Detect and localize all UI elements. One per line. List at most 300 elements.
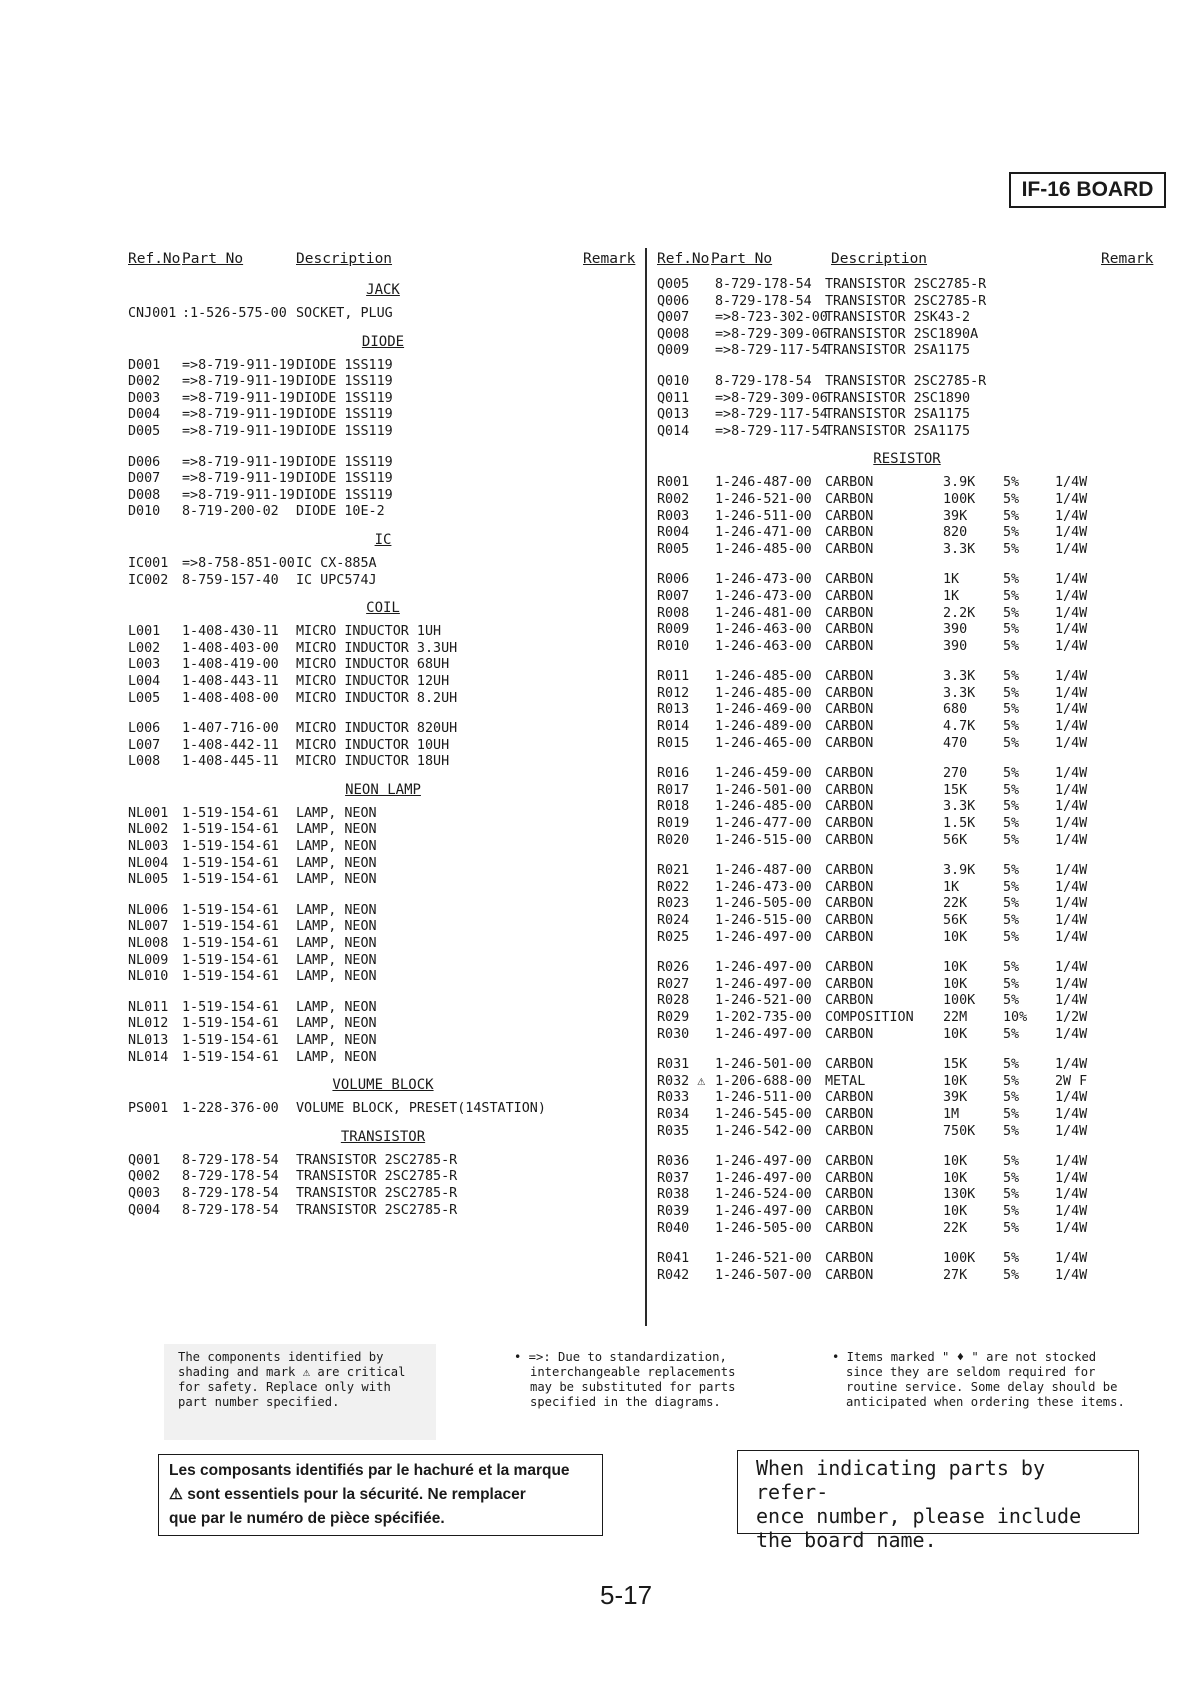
cell-rating: 1/4W — [1055, 605, 1088, 621]
cell-description: DIODE 1SS119 — [296, 423, 393, 439]
cell-ref-no: R012 — [657, 685, 690, 701]
part-row — [128, 754, 638, 771]
cell-part-no: 1-246-471-00 — [715, 525, 812, 541]
part-row — [657, 1124, 1157, 1141]
cell-part-no: 8-729-178-54 — [715, 293, 812, 309]
cell-description: LAMP, NEON — [296, 952, 377, 968]
part-row — [657, 702, 1157, 719]
board-name-note — [737, 1450, 1139, 1552]
cell-description: LAMP, NEON — [296, 1016, 377, 1032]
cell-description: CARBON — [825, 719, 874, 735]
cell-tolerance: 5% — [1003, 1026, 1020, 1042]
cell-ref-no: D010 — [128, 504, 161, 520]
cell-part-no: 1-246-487-00 — [715, 863, 812, 879]
cell-ref-no: R011 — [657, 669, 690, 685]
cell-description: TRANSISTOR 2SC2785-R — [296, 1169, 458, 1185]
cell-rating: 1/4W — [1055, 1187, 1088, 1203]
cell-description: TRANSISTOR 2SC1890A — [825, 326, 979, 342]
part-row — [657, 816, 1157, 833]
cell-tolerance: 5% — [1003, 782, 1020, 798]
cell-description: TRANSISTOR 2SC1890 — [825, 390, 971, 406]
header-ref-no: Ref.No — [657, 251, 710, 267]
cell-rating: 1/2W — [1055, 1009, 1088, 1025]
cell-value: 680 — [943, 702, 968, 718]
cell-description: TRANSISTOR 2SC2785-R — [825, 373, 987, 389]
part-row — [128, 806, 638, 823]
part-row — [128, 306, 638, 323]
cell-rating: 1/4W — [1055, 1220, 1088, 1236]
part-row — [128, 358, 638, 375]
part-row — [657, 766, 1157, 783]
cell-part-no: 1-246-521-00 — [715, 1251, 812, 1267]
cell-tolerance: 5% — [1003, 1251, 1020, 1267]
cell-description: CARBON — [825, 1057, 874, 1073]
cell-part-no: 1-408-443-11 — [182, 673, 279, 689]
cell-part-no: 1-246-465-00 — [715, 735, 812, 751]
cell-part-no: 8-729-178-54 — [715, 277, 812, 292]
cell-rating: 1/4W — [1055, 863, 1088, 879]
cell-ref-no: R020 — [657, 832, 690, 848]
cell-value: 22K — [943, 896, 968, 912]
cell-description: DIODE 1SS119 — [296, 374, 393, 390]
cell-ref-no: L003 — [128, 657, 161, 673]
cell-ref-no: NL008 — [128, 936, 169, 952]
cell-description: CARBON — [825, 929, 874, 945]
cell-description: CARBON — [825, 1187, 874, 1203]
cell-ref-no: R001 — [657, 475, 690, 491]
cell-description: CARBON — [825, 669, 874, 685]
cell-value: 1M — [943, 1106, 960, 1122]
part-row — [657, 606, 1157, 623]
cell-rating: 1/4W — [1055, 1154, 1088, 1170]
cell-value: 22M — [943, 1009, 968, 1025]
cell-rating: 1/4W — [1055, 816, 1088, 832]
note-line: part number specified. — [178, 1395, 340, 1409]
cell-part-no: 1-246-515-00 — [715, 913, 812, 928]
cell-description: TRANSISTOR 2SA1175 — [825, 423, 971, 439]
section-title: JACK — [366, 282, 400, 298]
cell-tolerance: 5% — [1003, 1203, 1020, 1219]
part-row — [128, 721, 638, 738]
cell-tolerance: 5% — [1003, 1267, 1020, 1283]
not-stocked-note — [832, 1350, 1142, 1410]
cell-rating: 1/4W — [1055, 799, 1088, 815]
part-row — [657, 343, 1157, 360]
cell-ref-no: R042 — [657, 1267, 690, 1283]
cell-part-no: =>8-719-911-19 — [182, 390, 295, 406]
cell-tolerance: 5% — [1003, 1154, 1020, 1170]
cell-rating: 1/4W — [1055, 1106, 1088, 1122]
cell-rating: 1/4W — [1055, 960, 1088, 976]
cell-value: 1.5K — [943, 816, 976, 832]
cell-tolerance: 5% — [1003, 896, 1020, 912]
part-row — [657, 863, 1157, 880]
cell-value: 15K — [943, 782, 968, 798]
header-description: Description — [831, 251, 928, 267]
cell-description: CARBON — [825, 1203, 874, 1219]
cell-description: CARBON — [825, 475, 874, 491]
part-row — [657, 622, 1157, 639]
cell-value: 39K — [943, 508, 968, 524]
column-divider — [645, 248, 647, 1326]
cell-value: 3.3K — [943, 685, 976, 701]
cell-ref-no: NL003 — [128, 839, 169, 855]
part-row — [128, 936, 638, 953]
cell-ref-no: R003 — [657, 508, 690, 524]
part-row — [657, 1027, 1157, 1044]
cell-description: CARBON — [825, 1154, 874, 1170]
cell-ref-no: R034 — [657, 1106, 690, 1122]
part-row — [657, 833, 1157, 850]
header-ref-no: Ref.No — [128, 251, 181, 267]
cell-description: MICRO INDUCTOR 12UH — [296, 673, 450, 689]
cell-ref-no: NL012 — [128, 1016, 169, 1032]
note-line: the board name. — [756, 1528, 937, 1552]
cell-rating: 1/4W — [1055, 1057, 1088, 1073]
cell-part-no: 1-519-154-61 — [182, 1049, 279, 1065]
cell-description: LAMP, NEON — [296, 919, 377, 935]
cell-description: CARBON — [825, 1220, 874, 1236]
cell-tolerance: 5% — [1003, 541, 1020, 557]
part-row — [657, 492, 1157, 509]
note-line: Les composants identifiés par le hachuré et la marque — [169, 1462, 570, 1479]
cell-part-no: =>8-758-851-00 — [182, 555, 295, 571]
cell-rating: 1/4W — [1055, 525, 1088, 541]
cell-part-no: =>8-729-117-54 — [715, 343, 828, 359]
cell-description: DIODE 1SS119 — [296, 487, 393, 503]
part-row — [128, 1203, 638, 1220]
section-title: COIL — [366, 600, 400, 617]
cell-ref-no: R017 — [657, 782, 690, 798]
cell-part-no: 1-246-505-00 — [715, 1220, 812, 1236]
cell-description: DIODE 10E-2 — [296, 504, 385, 520]
cell-description: MICRO INDUCTOR 68UH — [296, 657, 450, 673]
safety-note-fr — [158, 1454, 603, 1536]
cell-ref-no: NL013 — [128, 1033, 169, 1048]
cell-part-no: 1-519-154-61 — [182, 822, 279, 838]
cell-part-no: 1-408-445-11 — [182, 754, 279, 770]
cell-value: 3.3K — [943, 669, 976, 685]
cell-description: SOCKET, PLUG — [296, 306, 393, 321]
cell-part-no: 1-246-511-00 — [715, 1090, 812, 1106]
note-line: • Items marked " ♦ " are not stocked — [832, 1350, 1097, 1364]
cell-ref-no: D003 — [128, 390, 161, 406]
part-row — [657, 930, 1157, 947]
cell-ref-no: NL014 — [128, 1049, 169, 1065]
part-row — [128, 641, 638, 658]
cell-tolerance: 5% — [1003, 572, 1020, 588]
cell-ref-no: R039 — [657, 1203, 690, 1219]
part-row — [128, 504, 638, 521]
cell-part-no: 1-246-497-00 — [715, 976, 812, 992]
cell-ref-no: Q009 — [657, 343, 690, 359]
cell-ref-no: NL001 — [128, 805, 169, 821]
part-row — [657, 424, 1157, 441]
cell-rating: 1/4W — [1055, 766, 1088, 782]
cell-part-no: 8-719-200-02 — [182, 504, 279, 520]
cell-tolerance: 5% — [1003, 1187, 1020, 1203]
part-row — [657, 1171, 1157, 1188]
part-row — [128, 624, 638, 641]
cell-description: TRANSISTOR 2SK43-2 — [825, 310, 971, 326]
cell-ref-no: R026 — [657, 960, 690, 976]
cell-value: 2.2K — [943, 605, 976, 621]
cell-part-no: =>8-729-117-54 — [715, 407, 828, 423]
cell-description: CARBON — [825, 1170, 874, 1186]
cell-part-no: 1-519-154-61 — [182, 805, 279, 821]
cell-value: 22K — [943, 1220, 968, 1236]
cell-tolerance: 5% — [1003, 719, 1020, 735]
header-description: Description — [296, 251, 393, 267]
cell-ref-no: L002 — [128, 640, 161, 656]
left-sections — [128, 279, 638, 1219]
part-row — [657, 880, 1157, 897]
cell-ref-no: R009 — [657, 622, 690, 638]
cell-ref-no: NL004 — [128, 855, 169, 871]
section-title: DIODE — [361, 333, 405, 350]
cell-description: CARBON — [825, 638, 874, 654]
cell-description: LAMP, NEON — [296, 855, 377, 871]
cell-ref-no: D001 — [128, 357, 161, 373]
cell-ref-no: D002 — [128, 374, 161, 390]
right-sections — [657, 271, 1157, 1284]
part-row — [657, 896, 1157, 913]
cell-ref-no: Q008 — [657, 326, 690, 342]
part-row — [128, 738, 638, 755]
cell-description: CARBON — [825, 976, 874, 992]
cell-ref-no: L004 — [128, 673, 161, 689]
cell-description: CARBON — [825, 1251, 874, 1267]
note-line: ⚠ sont essentiels pour la sécurité. Ne remplacer — [169, 1486, 526, 1503]
part-row — [657, 509, 1157, 526]
cell-ref-no: R021 — [657, 863, 690, 879]
cell-rating: 1/4W — [1055, 832, 1088, 848]
cell-part-no: 1-246-497-00 — [715, 1154, 812, 1170]
cell-part-no: 1-407-716-00 — [182, 721, 279, 737]
cell-ref-no: R013 — [657, 702, 690, 718]
note-line: ence number, please include — [756, 1504, 1082, 1528]
note-line: The components identified by — [178, 1350, 384, 1364]
cell-description: MICRO INDUCTOR 18UH — [296, 754, 450, 770]
cell-part-no: 1-519-154-61 — [182, 902, 279, 918]
cell-part-no: 1-519-154-61 — [182, 855, 279, 871]
cell-part-no: 1-246-473-00 — [715, 588, 812, 604]
part-row — [657, 391, 1157, 408]
cell-rating: 1/4W — [1055, 1203, 1088, 1219]
cell-ref-no: R005 — [657, 541, 690, 557]
header-remark: Remark — [583, 251, 636, 267]
cell-ref-no: L006 — [128, 721, 161, 737]
part-row — [657, 525, 1157, 542]
cell-description: CARBON — [825, 735, 874, 751]
cell-part-no: =>8-719-911-19 — [182, 454, 295, 470]
cell-description: CARBON — [825, 605, 874, 621]
cell-part-no: 1-246-545-00 — [715, 1106, 812, 1122]
cell-ref-no: Q013 — [657, 407, 690, 423]
cell-rating: 1/4W — [1055, 685, 1088, 701]
cell-value: 4.7K — [943, 719, 976, 735]
cell-part-no: 1-246-497-00 — [715, 1170, 812, 1186]
cell-ref-no: L008 — [128, 754, 161, 770]
cell-ref-no: Q001 — [128, 1152, 161, 1168]
cell-description: CARBON — [825, 960, 874, 976]
cell-rating: 1/4W — [1055, 475, 1088, 491]
cell-description: CARBON — [825, 816, 874, 832]
cell-ref-no: R002 — [657, 491, 690, 507]
cell-description: MICRO INDUCTOR 1UH — [296, 624, 442, 640]
cell-description: CARBON — [825, 799, 874, 815]
cell-description: METAL — [825, 1073, 866, 1089]
cell-description: CARBON — [825, 766, 874, 782]
cell-description: LAMP, NEON — [296, 902, 377, 918]
cell-rating: 1/4W — [1055, 782, 1088, 798]
cell-part-no: 1-408-430-11 — [182, 624, 279, 640]
cell-tolerance: 5% — [1003, 1123, 1020, 1139]
cell-ref-no: R023 — [657, 896, 690, 912]
cell-rating: 1/4W — [1055, 622, 1088, 638]
cell-description: DIODE 1SS119 — [296, 454, 393, 470]
cell-part-no: 1-246-473-00 — [715, 572, 812, 588]
part-row — [657, 736, 1157, 753]
cell-part-no: 1-519-154-61 — [182, 936, 279, 952]
cell-part-no: 8-759-157-40 — [182, 572, 279, 588]
cell-rating: 1/4W — [1055, 879, 1088, 895]
part-row — [657, 639, 1157, 656]
cell-part-no: 8-729-178-54 — [182, 1202, 279, 1218]
cell-ref-no: L007 — [128, 737, 161, 753]
cell-part-no: 1-246-459-00 — [715, 766, 812, 782]
cell-part-no: 1-246-481-00 — [715, 605, 812, 621]
cell-part-no: =>8-719-911-19 — [182, 357, 295, 373]
cell-description: CARBON — [825, 782, 874, 798]
cell-part-no: 1-519-154-61 — [182, 919, 279, 935]
cell-value: 100K — [943, 1251, 976, 1267]
cell-tolerance: 5% — [1003, 685, 1020, 701]
cell-ref-no: R032 ⚠ — [657, 1073, 706, 1089]
cell-rating: 2W F — [1055, 1073, 1088, 1089]
cell-ref-no: Q006 — [657, 293, 690, 309]
cell-ref-no: L005 — [128, 690, 161, 706]
cell-part-no: 1-246-489-00 — [715, 719, 812, 735]
part-row — [657, 993, 1157, 1010]
cell-ref-no: Q003 — [128, 1185, 161, 1201]
part-row — [657, 1074, 1157, 1091]
part-row — [128, 1153, 638, 1170]
part-row — [128, 1101, 638, 1118]
cell-description: CARBON — [825, 541, 874, 557]
cell-part-no: 1-246-485-00 — [715, 669, 812, 685]
cell-description: IC UPC574J — [296, 572, 377, 588]
part-row — [128, 872, 638, 889]
cell-value: 1K — [943, 879, 960, 895]
cell-tolerance: 5% — [1003, 475, 1020, 491]
part-row — [128, 674, 638, 691]
part-row — [128, 424, 638, 441]
cell-value: 10K — [943, 929, 968, 945]
cell-ref-no: Q007 — [657, 310, 690, 326]
cell-ref-no: R008 — [657, 605, 690, 621]
cell-description: CARBON — [825, 1123, 874, 1139]
cell-value: 100K — [943, 491, 976, 507]
cell-part-no: 1-246-501-00 — [715, 1057, 812, 1073]
note-line: interchangeable replacements — [530, 1365, 736, 1379]
cell-tolerance: 5% — [1003, 993, 1020, 1009]
cell-part-no: 1-202-735-00 — [715, 1009, 812, 1025]
part-row — [657, 1090, 1157, 1107]
cell-tolerance: 5% — [1003, 863, 1020, 879]
section-title: TRANSISTOR — [340, 1128, 426, 1145]
cell-ref-no: R036 — [657, 1154, 690, 1170]
cell-tolerance: 5% — [1003, 816, 1020, 832]
cell-value: 39K — [943, 1090, 968, 1106]
cell-ref-no: R014 — [657, 719, 690, 735]
board-title: IF-16 BOARD — [1009, 172, 1166, 208]
cell-part-no: 1-246-485-00 — [715, 799, 812, 815]
note-line: for safety. Replace only with — [178, 1380, 391, 1394]
cell-tolerance: 5% — [1003, 879, 1020, 895]
part-row — [657, 475, 1157, 492]
cell-ref-no: NL011 — [128, 999, 169, 1015]
cell-value: 100K — [943, 993, 976, 1009]
part-row — [657, 799, 1157, 816]
cell-value: 3.3K — [943, 541, 976, 557]
cell-description: MICRO INDUCTOR 820UH — [296, 721, 458, 737]
page-number: 5-17 — [600, 1580, 653, 1610]
part-row — [657, 1221, 1157, 1238]
cell-part-no: 1-246-524-00 — [715, 1187, 812, 1203]
part-row — [128, 488, 638, 505]
part-row — [128, 471, 638, 488]
cell-description: LAMP, NEON — [296, 872, 377, 888]
cell-rating: 1/4W — [1055, 929, 1088, 945]
cell-value: 390 — [943, 638, 968, 654]
cell-description: CARBON — [825, 993, 874, 1009]
cell-description: TRANSISTOR 2SC2785-R — [296, 1152, 458, 1168]
cell-tolerance: 5% — [1003, 525, 1020, 541]
cell-tolerance: 5% — [1003, 1106, 1020, 1122]
header-part-no: Part No — [182, 251, 244, 267]
cell-description: CARBON — [825, 896, 874, 912]
cell-tolerance: 5% — [1003, 702, 1020, 718]
part-row — [657, 669, 1157, 686]
cell-part-no: 1-246-469-00 — [715, 702, 812, 718]
cell-rating: 1/4W — [1055, 735, 1088, 751]
part-row — [657, 572, 1157, 589]
cell-ref-no: R035 — [657, 1123, 690, 1139]
cell-tolerance: 5% — [1003, 669, 1020, 685]
cell-ref-no: R016 — [657, 766, 690, 782]
cell-description: CARBON — [825, 1106, 874, 1122]
part-row — [657, 1204, 1157, 1221]
cell-value: 10K — [943, 976, 968, 992]
cell-ref-no: R015 — [657, 735, 690, 751]
section-title: IC — [374, 531, 392, 548]
cell-part-no: 1-246-497-00 — [715, 929, 812, 945]
cell-ref-no: NL002 — [128, 822, 169, 838]
cell-rating: 1/4W — [1055, 638, 1088, 654]
part-row — [657, 589, 1157, 606]
cell-rating: 1/4W — [1055, 1026, 1088, 1042]
part-row — [128, 455, 638, 472]
cell-ref-no: R029 — [657, 1009, 690, 1025]
cell-tolerance: 5% — [1003, 976, 1020, 992]
cell-part-no: 8-729-178-54 — [715, 373, 812, 389]
part-row — [657, 1154, 1157, 1171]
cell-part-no: 1-246-485-00 — [715, 541, 812, 557]
cell-ref-no: Q010 — [657, 373, 690, 389]
cell-ref-no: R030 — [657, 1026, 690, 1042]
cell-ref-no: Q004 — [128, 1202, 161, 1218]
